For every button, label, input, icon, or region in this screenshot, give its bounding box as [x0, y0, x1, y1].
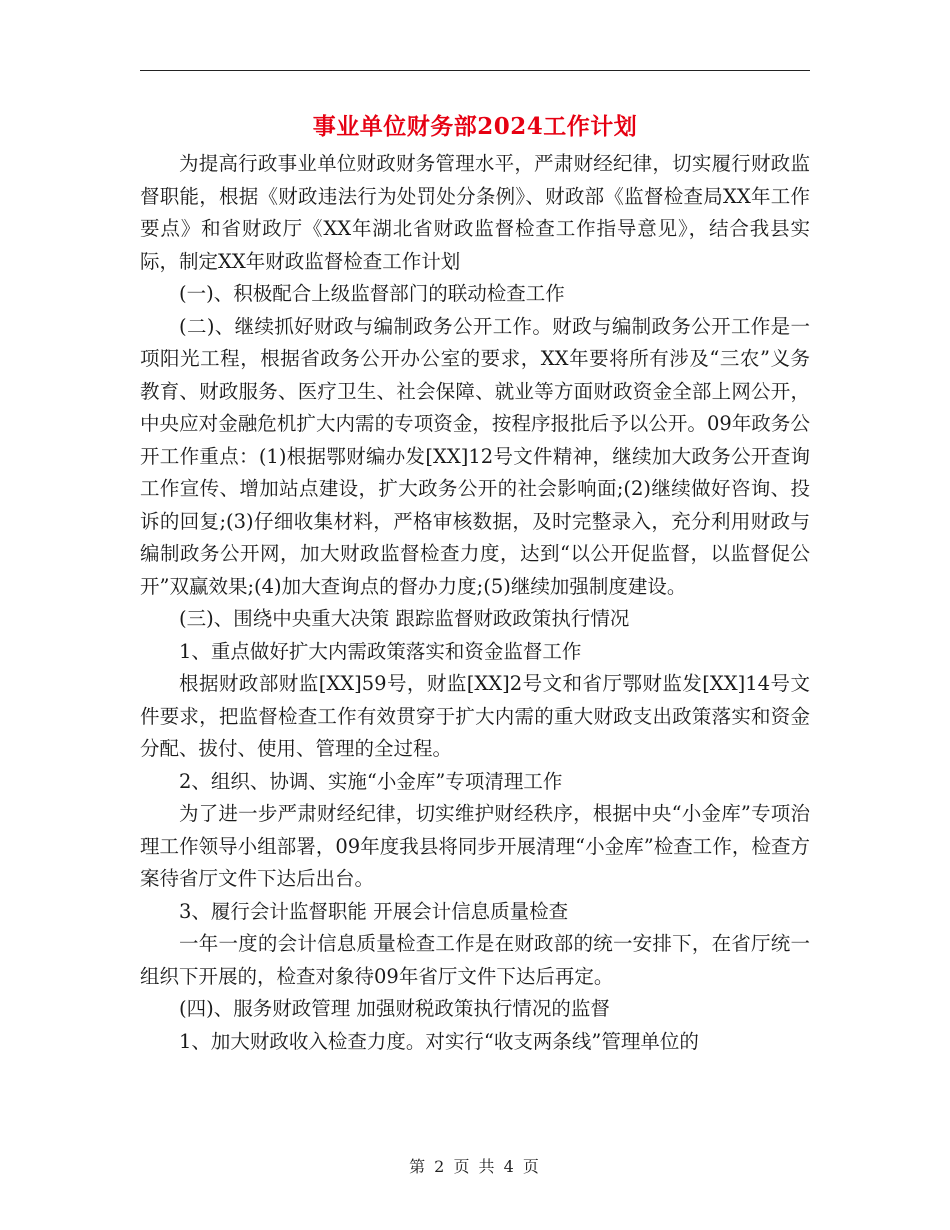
section-heading-3: (三)、围绕中央重大决策 跟踪监督财政政策执行情况: [179, 607, 630, 630]
subheading-4-1: 1、加大财政收入检查力度。对实行“收支两条线”管理单位的: [179, 1029, 699, 1053]
paragraph-intro: 为提高行政事业单位财政财务管理水平，严肃财经纪律，切实履行财政监督职能，根据《财政违法行为处罚处分条例》、财政部《监督检查局XX年工作要点》和省财政厅《XX年湖北省财政监督检查工作指导意见》，结合我县实际，制定XX年财政监督检查工作计划: [140, 152, 810, 273]
subheading-3-3: 3、履行会计监督职能 开展会计信息质量检查: [179, 899, 569, 923]
paragraph-3-2: 为了进一步严肃财经纪律，切实维护财经秩序，根据中央“小金库”专项治理工作领导小组部署，09年度我县将同步开展清理“小金库”检查工作，检查方案待省厅文件下达后出台。: [140, 802, 810, 890]
paragraph-3-3: 一年一度的会计信息质量检查工作是在财政部的统一安排下，在省厅统一组织下开展的，检查对象待09年省厅文件下达后再定。: [140, 932, 810, 988]
subheading-3-2: 2、组织、协调、实施“小金库”专项清理工作: [179, 769, 563, 793]
section-heading-1: (一)、积极配合上级监督部门的联动检查工作: [179, 282, 565, 305]
section-heading-4: (四)、服务财政管理 加强财税政策执行情况的监督: [179, 997, 610, 1020]
header-rule: [140, 70, 810, 71]
subheading-3-1: 1、重点做好扩大内需政策落实和资金监督工作: [179, 639, 582, 663]
paragraph-3-1: 根据财政部财监[XX]59号，财监[XX]2号文和省厅鄂财监发[XX]14号文件要求，把监督检查工作有效贯穿于扩大内需的重大财政支出政策落实和资金分配、拔付、使用、管理的全过程。: [140, 672, 810, 760]
document-title: 事业单位财务部2024工作计划: [312, 113, 638, 140]
paragraph-section-2: (二)、继续抓好财政与编制政务公开工作。财政与编制政务公开工作是一项阳光工程，根据省政务公开办公室的要求，XX年要将所有涉及“三农”义务教育、财政服务、医疗卫生、社会保障、就业等方面财政资金全部上网公开，中央应对金融危机扩大内需的专项资金，按程序报批后予以公开。09年政务公开工作重点：(1)根据鄂财编办发[XX]12号文件精神，继续加大政务公开查询工作宣传、增加站点建设，扩大政务公开的社会影响面;(2)继续做好咨询、投诉的回复;(3)仔细收集材料，严格审核数据，及时完整录入，充分利用财政与编制政务公开网，加大财政监督检查力度，达到“以公开促监督，以监督促公开”双赢效果;(4)加大查询点的督办力度;(5)继续加强制度建设。: [140, 314, 810, 598]
page-footer: 第 2 页 共 4 页: [409, 1157, 541, 1176]
document-body: [140, 148, 810, 1058]
